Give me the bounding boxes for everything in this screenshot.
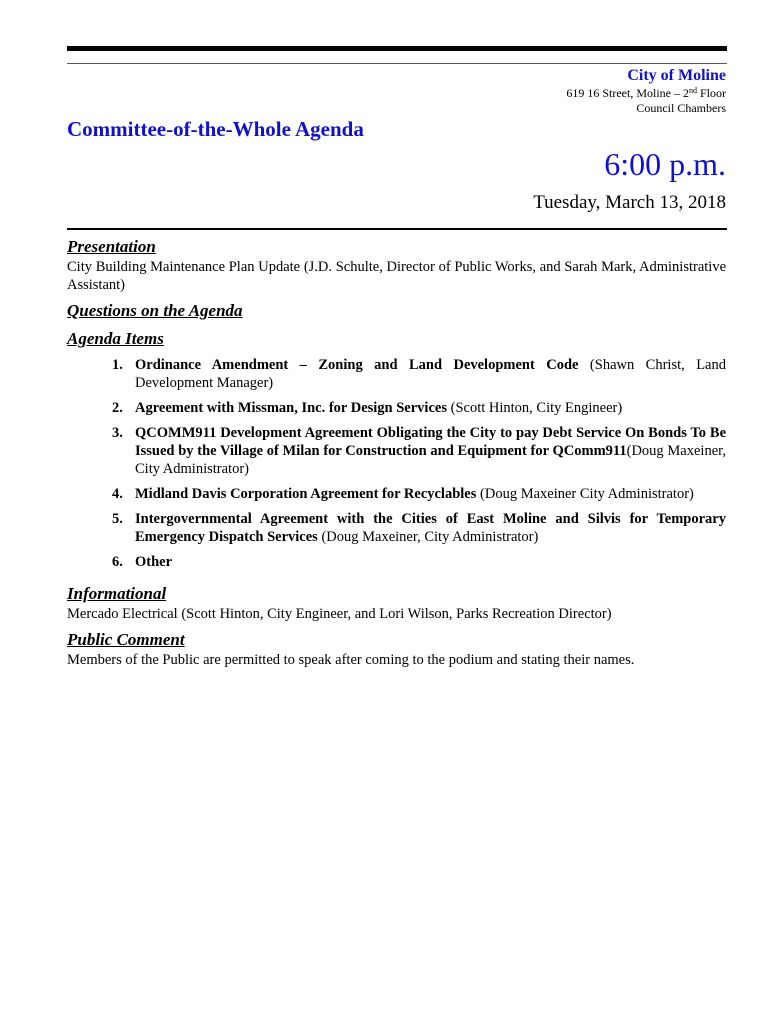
item-number: 3. <box>112 425 123 441</box>
agenda-item <box>112 485 726 503</box>
item-presenter: (Doug Maxeiner City Administrator) <box>476 486 694 502</box>
item-title: Other <box>135 554 173 570</box>
item-presenter: (Doug Maxeiner, City Administrator) <box>135 443 727 477</box>
item-title: Midland Davis Corporation Agreement for Recyclables <box>135 486 477 502</box>
agenda-items-list <box>67 356 726 571</box>
item-presenter: (Doug Maxeiner, City Administrator) <box>317 529 539 545</box>
item-title: Ordinance Amendment – Zoning and Land Development Code <box>135 357 579 373</box>
public-comment-heading: Public Comment <box>67 630 185 649</box>
agenda-item <box>112 553 726 571</box>
address-prefix: 619 16 Street, Moline – 2 <box>566 86 689 100</box>
agenda-item <box>112 510 726 546</box>
item-presenter: (Shawn Christ, Land Development Manager) <box>135 357 726 391</box>
item-number: 4. <box>112 486 123 502</box>
org-location: Council Chambers <box>636 101 726 115</box>
address-suffix: Floor <box>696 86 726 100</box>
meeting-time: 6:00 p.m. <box>604 146 726 182</box>
item-number: 5. <box>112 511 123 527</box>
agenda-item <box>112 424 727 478</box>
agenda-item <box>112 399 726 417</box>
presentation-text: City Building Maintenance Plan Update (J.D. Schulte, Director of Public Works, and Sarah Mark, Administrative Assistant) <box>67 259 726 293</box>
org-name: City of Moline <box>627 67 726 84</box>
agenda-item <box>112 356 726 392</box>
item-title: Intergovernmental Agreement with the Cities of East Moline and Silvis for Temporary Emergency Dispatch Services <box>135 511 726 545</box>
agenda-items-heading: Agenda Items <box>67 329 164 348</box>
org-address <box>566 86 726 101</box>
top-thin-rule <box>67 63 727 64</box>
informational-heading: Informational <box>67 584 167 603</box>
agenda-content <box>67 236 726 669</box>
item-number: 6. <box>112 554 123 570</box>
informational-text: Mercado Electrical (Scott Hinton, City Engineer, and Lori Wilson, Parks Recreation Director) <box>67 606 612 622</box>
presentation-heading: Presentation <box>67 237 156 256</box>
questions-heading: Questions on the Agenda <box>67 301 243 320</box>
item-title: Agreement with Missman, Inc. for Design Services <box>135 400 447 416</box>
item-number: 1. <box>112 357 123 373</box>
agenda-title: Committee-of-the-Whole Agenda <box>67 117 364 141</box>
item-title: QCOMM911 Development Agreement Obligating the City to pay Debt Service On Bonds To Be Issued by the Village of Milan for Construction and Equipment for QComm911 <box>135 425 726 459</box>
item-number: 2. <box>112 400 123 416</box>
public-comment-text: Members of the Public are permitted to speak after coming to the podium and stating their names. <box>67 652 635 668</box>
top-thick-rule <box>67 46 727 51</box>
item-presenter: (Scott Hinton, City Engineer) <box>446 400 623 416</box>
address-sup: nd <box>688 86 697 95</box>
org-header <box>566 66 726 116</box>
header-divider <box>67 228 727 230</box>
meeting-date: Tuesday, March 13, 2018 <box>533 192 726 213</box>
